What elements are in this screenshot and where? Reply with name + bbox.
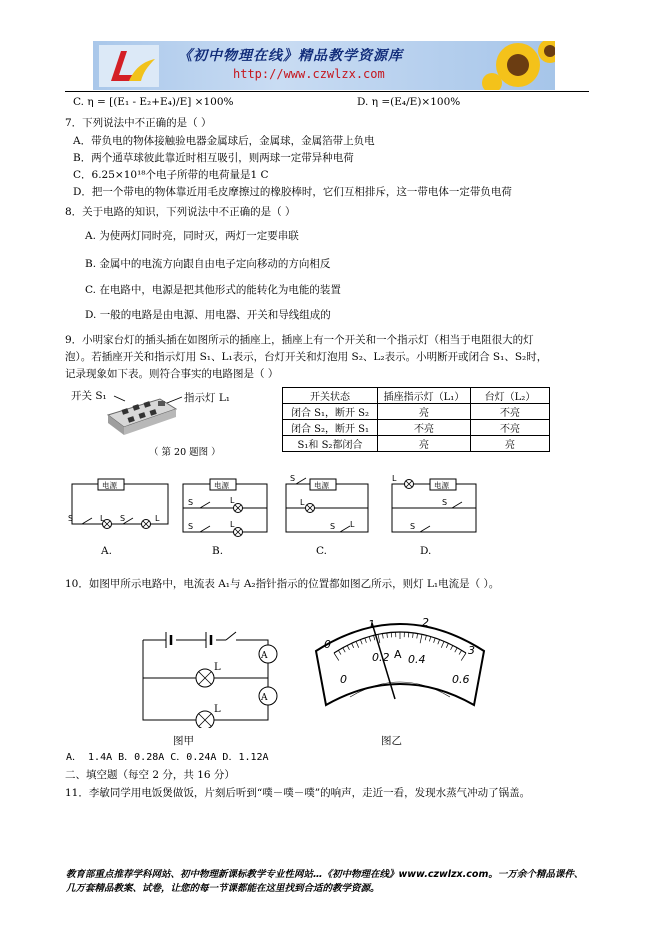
banner-url[interactable]: http://www.czwlzx.com bbox=[233, 67, 385, 81]
svg-text:L: L bbox=[214, 662, 221, 673]
meter-top-2: 2 bbox=[422, 616, 429, 629]
meter-unit: A bbox=[394, 648, 402, 661]
circuit-options-diagram bbox=[60, 470, 480, 542]
banner-title: 《初中物理在线》精品教学资源库 bbox=[178, 48, 403, 64]
svg-text:L: L bbox=[300, 498, 305, 507]
svg-text:L: L bbox=[230, 496, 235, 505]
circuit-power-label-a: 电源 bbox=[102, 481, 117, 490]
q9-line2: 泡）。若插座开关和指示灯用 S₁、L₁表示，台灯开关和灯泡用 S₂、L₂表示。小明断开或闭合 S₁、S₂时， bbox=[65, 351, 548, 363]
circuit-option-d-label: D. bbox=[420, 545, 432, 557]
table-row bbox=[283, 404, 550, 420]
svg-text:S: S bbox=[330, 522, 336, 531]
circuit-power-label-b: 电源 bbox=[214, 481, 229, 490]
q7-option-d: D．把一个带电的物体靠近用毛皮摩擦过的橡胶棒时，它们互相排斥，这一带电体一定带负电荷 bbox=[73, 186, 512, 198]
ammeter-dial-diagram bbox=[310, 603, 490, 728]
table-header-row bbox=[283, 388, 550, 404]
svg-text:L: L bbox=[392, 474, 397, 483]
svg-text:S: S bbox=[188, 498, 194, 507]
circuit-power-label-d: 电源 bbox=[434, 481, 449, 490]
table-cell: 亮 bbox=[378, 436, 471, 452]
circuit-option-b-label: B. bbox=[212, 545, 224, 557]
circuit-option-c-label: C. bbox=[316, 545, 327, 557]
q7-stem: 7．下列说法中不正确的是（ ） bbox=[65, 117, 212, 129]
figure-yi-caption: 图乙 bbox=[381, 735, 402, 747]
socket-figure-caption: （ 第 20 题图 ） bbox=[149, 447, 221, 458]
table-cell: 亮 bbox=[378, 404, 471, 420]
meter-bottom-3: 0.6 bbox=[452, 673, 470, 686]
svg-text:S: S bbox=[188, 522, 194, 531]
q8-option-a: A. 为使两灯同时亮，同时灭，两灯一定要串联 bbox=[85, 230, 299, 242]
q9-line3: 记录现象如下表。则符合事实的电路图是（ ） bbox=[65, 368, 279, 380]
table-cell: 不亮 bbox=[378, 420, 471, 436]
power-strip-icon bbox=[100, 393, 190, 441]
svg-text:A: A bbox=[261, 651, 268, 661]
meter-bottom-0: 0 bbox=[340, 673, 347, 686]
svg-text:L: L bbox=[230, 520, 235, 529]
q8-option-d: D. 一般的电路是由电源、用电器、开关和导线组成的 bbox=[85, 309, 331, 321]
switch-status-table bbox=[282, 387, 550, 452]
svg-text:A: A bbox=[261, 693, 268, 703]
q6-option-c: C. η = [(E₁ - E₂+E₄)/E] ×100% bbox=[73, 96, 234, 108]
circuit-option-a-label: A. bbox=[101, 545, 112, 557]
socket-lamp-label: 指示灯 L₁ bbox=[184, 392, 231, 404]
figure-jia-caption: 图甲 bbox=[173, 735, 194, 747]
table-header-cell: 台灯（L₂） bbox=[471, 388, 550, 404]
svg-text:S: S bbox=[290, 474, 296, 483]
table-cell: 不亮 bbox=[471, 404, 550, 420]
header-rule bbox=[65, 91, 589, 92]
table-cell: 闭合 S₂，断开 S₁ bbox=[283, 420, 378, 436]
circuit-power-label-c: 电源 bbox=[314, 481, 329, 490]
table-row bbox=[283, 436, 550, 452]
svg-text:L: L bbox=[214, 704, 221, 715]
q10-options: A． 1.4A B．0.28A C．0.24A D．1.12A bbox=[66, 752, 269, 763]
q8-option-c: C. 在电路中，电源是把其他形式的能转化为电能的装置 bbox=[85, 284, 341, 296]
site-logo-icon bbox=[99, 45, 159, 87]
socket-switch-label: 开关 S₁ bbox=[71, 390, 107, 402]
table-cell: 闭合 S₁，断开 S₂ bbox=[283, 404, 378, 420]
svg-text:S: S bbox=[410, 522, 416, 531]
table-cell: 不亮 bbox=[471, 420, 550, 436]
table-header-cell: 开关状态 bbox=[283, 388, 378, 404]
svg-text:L: L bbox=[100, 514, 105, 523]
svg-text:S: S bbox=[120, 514, 126, 523]
meter-top-3: 3 bbox=[468, 644, 475, 657]
meter-bottom-2: 0.4 bbox=[408, 653, 426, 666]
q6-option-d: D. η =(E₄/E)×100% bbox=[357, 96, 461, 108]
q7-option-c: C．6.25×10¹⁸个电子所带的电荷量是1 C bbox=[73, 169, 269, 181]
svg-text:S: S bbox=[442, 498, 448, 507]
footer-line1: 教育部重点推荐学科网站、初中物理新课标教学专业性网站…《初中物理在线》www.czwlzx.com。一万余个精品课件、 bbox=[66, 869, 584, 880]
q8-option-b: B. 金属中的电流方向跟自由电子定向移动的方向相反 bbox=[85, 258, 331, 270]
table-cell: S₁和 S₂都闭合 bbox=[283, 436, 378, 452]
table-header-cell: 插座指示灯（L₁） bbox=[378, 388, 471, 404]
header-banner bbox=[93, 41, 555, 90]
section-2-heading: 二、填空题（每空 2 分，共 16 分） bbox=[65, 769, 235, 781]
table-row bbox=[283, 420, 550, 436]
sunflower-icon bbox=[478, 41, 555, 90]
svg-text:L: L bbox=[155, 514, 160, 523]
q8-stem: 8．关于电路的知识，下列说法中不正确的是（ ） bbox=[65, 206, 296, 218]
meter-top-1: 1 bbox=[368, 618, 375, 631]
q7-option-a: A．带负电的物体接触验电器金属球后，金属球，金属箔带上负电 bbox=[73, 135, 375, 147]
meter-top-0: 0 bbox=[324, 638, 331, 651]
svg-text:S: S bbox=[68, 514, 74, 523]
circuit-jia-diagram bbox=[138, 620, 288, 728]
q11-text: 11．李敏同学用电饭煲做饭，片刻后听到“噗－噗－噗”的响声，走近一看，发现水蒸气冲动了锅盖。 bbox=[65, 787, 531, 799]
q9-line1: 9．小明家台灯的插头插在如图所示的插座上，插座上有一个开关和一个指示灯（相当于电阻很大的灯 bbox=[65, 334, 534, 346]
svg-text:L: L bbox=[350, 520, 355, 529]
footer-line2: 几万套精品教案、试卷，让您的每一节课都能在这里找到合适的教学资源。 bbox=[66, 883, 380, 894]
meter-bottom-1: 0.2 bbox=[372, 651, 390, 664]
q7-option-b: B．两个通草球彼此靠近时相互吸引，则两球一定带异种电荷 bbox=[73, 152, 354, 164]
table-cell: 亮 bbox=[471, 436, 550, 452]
q10-stem: 10．如图甲所示电路中，电流表 A₁与 A₂指针指示的位置都如图乙所示，则灯 L₁电流是（ ）。 bbox=[65, 578, 500, 590]
